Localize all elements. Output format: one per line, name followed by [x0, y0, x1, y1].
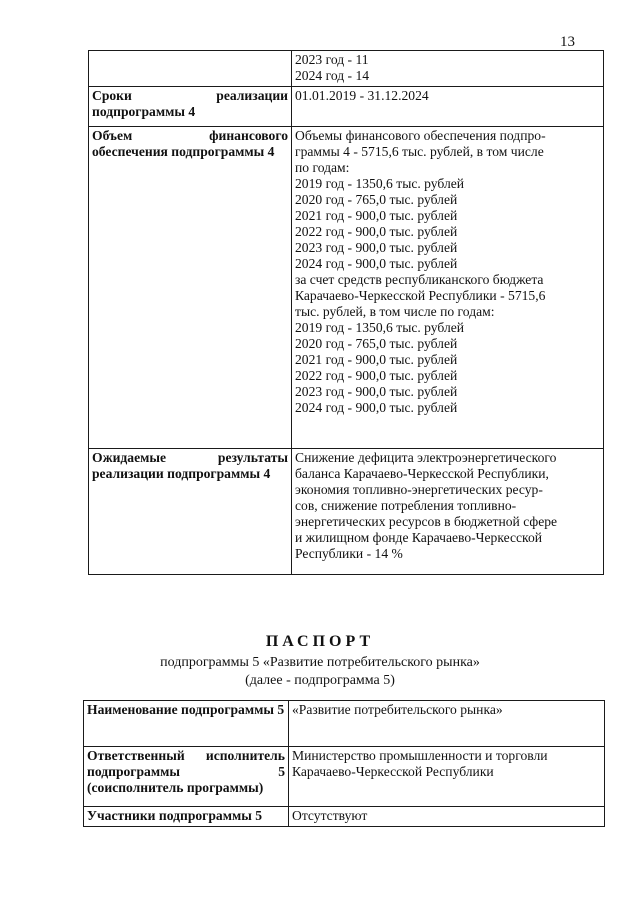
- value-line: Отсутствуют: [292, 808, 368, 823]
- row-value: [292, 87, 604, 127]
- row-label: Ответственный исполнитель подпрограммы 5 (соисполнитель программы): [84, 747, 289, 807]
- value-line: тыс. рублей, в том числе по годам:: [295, 304, 495, 319]
- value-line: 2024 год - 900,0 тыс. рублей: [295, 256, 458, 271]
- page-number: 13: [560, 34, 575, 50]
- passport-title: ПАСПОРТ: [265, 633, 375, 650]
- table-row: [89, 449, 604, 575]
- table-row: [89, 127, 604, 449]
- row-value: [292, 51, 604, 87]
- passport-subtitle-note: (далее - подпрограмма 5): [245, 673, 395, 688]
- table-row: [89, 87, 604, 127]
- value-line: 2020 год - 765,0 тыс. рублей: [295, 192, 458, 207]
- value-line: 2019 год - 1350,6 тыс. рублей: [295, 176, 465, 191]
- value-line: 2024 год - 14: [295, 68, 370, 83]
- row-value: [292, 127, 604, 449]
- value-line: Карачаево-Черкесской Республики: [292, 764, 494, 779]
- value-line: энергетических ресурсов в бюджетной сфере: [295, 514, 558, 529]
- table-row: [84, 701, 605, 747]
- row-value: [289, 747, 605, 807]
- value-line: 2020 год - 765,0 тыс. рублей: [295, 336, 458, 351]
- value-line: 2021 год - 900,0 тыс. рублей: [295, 352, 458, 367]
- value-line: баланса Карачаево-Черкесской Республики,: [295, 466, 549, 481]
- value-line: Карачаево-Черкесской Республики - 5715,6: [295, 288, 546, 303]
- value-line: «Развитие потребительского рынка»: [292, 702, 503, 717]
- row-label: Наименование подпрограммы 5: [84, 701, 289, 747]
- value-line: за счет средств республиканского бюджета: [295, 272, 544, 287]
- value-line: и жилищном фонде Карачаево-Черкесской: [295, 530, 543, 545]
- value-line: 2023 год - 900,0 тыс. рублей: [295, 240, 458, 255]
- table-row: [89, 51, 604, 87]
- value-line: 2022 год - 900,0 тыс. рублей: [295, 368, 458, 383]
- value-line: 2023 год - 900,0 тыс. рублей: [295, 384, 458, 399]
- row-label: Сроки реализации подпрограммы 4: [89, 87, 292, 127]
- row-label: Ожидаемые результаты реализации подпрограммы 4: [89, 449, 292, 575]
- value-line: 2022 год - 900,0 тыс. рублей: [295, 224, 458, 239]
- value-line: граммы 4 - 5715,6 тыс. рублей, в том числе: [295, 144, 544, 159]
- value-line: по годам:: [295, 160, 350, 175]
- value-line: Объемы финансового обеспечения подпро-: [295, 128, 546, 143]
- table-row: [84, 747, 605, 807]
- row-label: Участники подпрограммы 5: [84, 807, 289, 827]
- table-row: [84, 807, 605, 827]
- value-line: 2023 год - 11: [295, 52, 369, 67]
- value-line: сов, снижение потребления топливно-: [295, 498, 517, 513]
- value-line: 2021 год - 900,0 тыс. рублей: [295, 208, 458, 223]
- value-line: Министерство промышленности и торговли: [292, 748, 548, 763]
- value-line: 01.01.2019 - 31.12.2024: [295, 88, 429, 103]
- row-label: Объем финансового обеспечения подпрограммы 4: [89, 127, 292, 449]
- row-value: [292, 449, 604, 575]
- subprogram-5-passport-table: [83, 700, 605, 827]
- row-value: [289, 807, 605, 827]
- value-line: экономия топливно-энергетических ресур-: [295, 482, 543, 497]
- subprogram-4-passport-table: [88, 50, 604, 575]
- passport-subtitle: подпрограммы 5 «Развитие потребительского рынка»: [160, 655, 480, 670]
- row-label: [89, 51, 292, 87]
- value-line: 2019 год - 1350,6 тыс. рублей: [295, 320, 465, 335]
- row-value: [289, 701, 605, 747]
- value-line: Республики - 14 %: [295, 546, 403, 561]
- value-line: 2024 год - 900,0 тыс. рублей: [295, 400, 458, 415]
- value-line: Снижение дефицита электроэнергетического: [295, 450, 557, 465]
